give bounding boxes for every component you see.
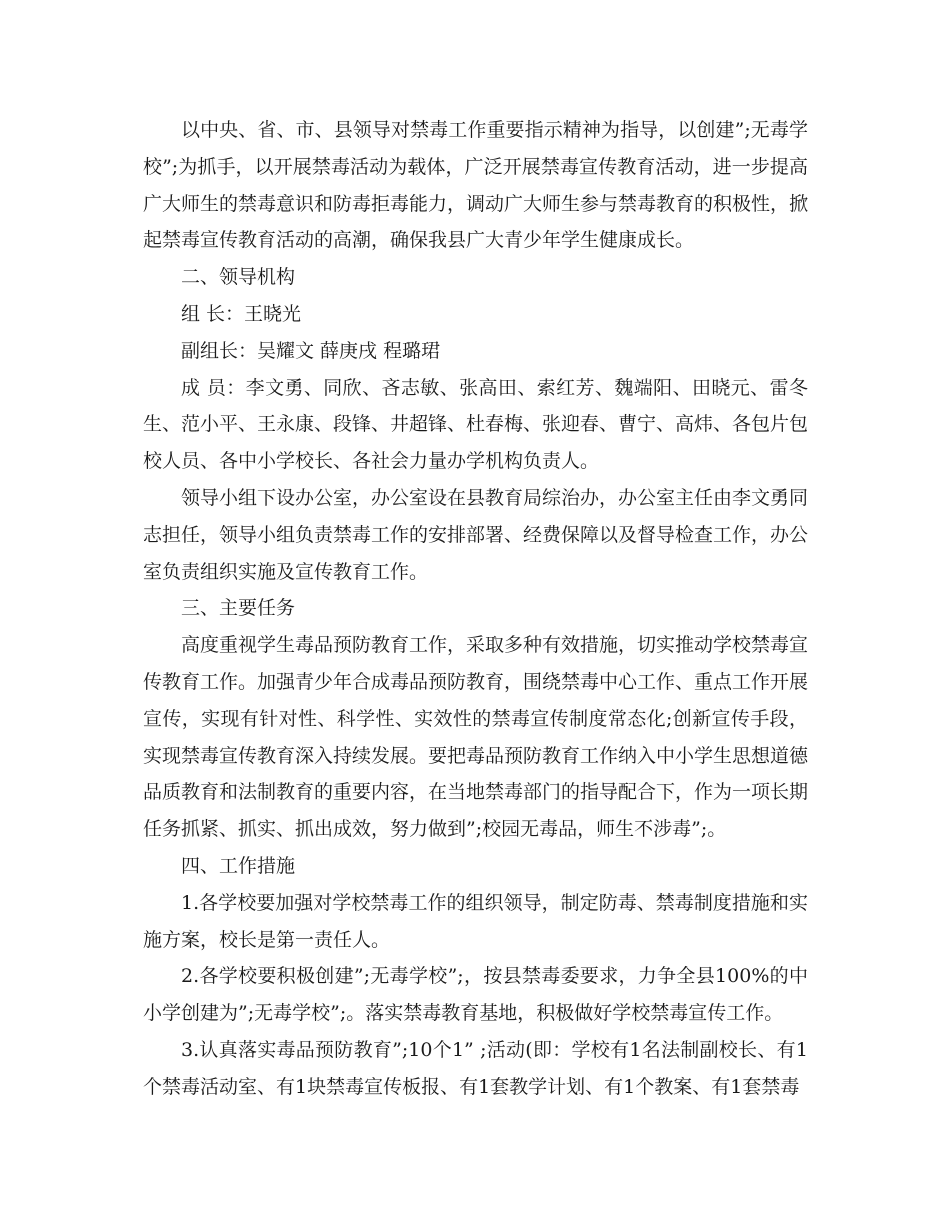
tasks-paragraph: 高度重视学生毒品预防教育工作，采取多种有效措施，切实推动学校禁毒宣传教育工作。加强青少年合成毒品预防教育，围绕禁毒中心工作、重点工作开展宣传，实现有针对性、科学性、实效性的禁毒宣传制度常态化;创新宣传手段，实现禁毒宣传教育深入持续发展。要把毒品预防教育工作纳入中小学生思想道德品质教育和法制教育的重要内容，在当地禁毒部门的指导配合下，作为一项长期任务抓紧、抓实、抓出成效，努力做到”;校园无毒品，师生不涉毒”;。 (143, 634, 809, 841)
measure-item-1: 1.各学校要加强对学校禁毒工作的组织领导，制定防毒、禁毒制度措施和实施方案，校长是第一责任人。 (143, 891, 808, 951)
office-paragraph: 领导小组下设办公室，办公室设在县教育局综治办，办公室主任由李文勇同志担任，领导小组负责禁毒工作的安排部署、经费保障以及督导检查工作，办公室负责组织实施及宣传教育工作。 (143, 486, 809, 583)
deputy-leader-line: 副组长：吴耀文 薛庚戌 程璐珺 (181, 339, 441, 362)
intro-paragraph: 以中央、省、市、县领导对禁毒工作重要指示精神为指导，以创建”;无毒学校”;为抓手，以开展禁毒活动为载体，广泛开展禁毒宣传教育活动，进一步提高广大师生的禁毒意识和防毒拒毒能力，调动广大师生参与禁毒教育的积极性，掀起禁毒宣传教育活动的高潮，确保我县广大青少年学生健康成长。 (143, 119, 809, 252)
members-paragraph: 成 员：李文勇、同欣、吝志敏、张高田、索红芳、魏端阳、田晓元、雷冬生、范小平、王永康、段锋、井超锋、杜春梅、张迎春、曹宁、高炜、各包片包校人员、各中小学校长、各社会力量办学机构负责人。 (143, 376, 809, 473)
document-body (143, 112, 808, 1106)
measure-item-2: 2.各学校要积极创建”;无毒学校”;，按县禁毒委要求，力争全县100%的中小学创建为”;无毒学校”;。落实禁毒教育基地，积极做好学校禁毒宣传工作。 (143, 965, 808, 1025)
group-leader-line: 组 长：王晓光 (181, 302, 302, 325)
section-heading-leadership: 二、领导机构 (181, 266, 296, 289)
section-heading-measures: 四、工作措施 (181, 854, 296, 877)
section-heading-tasks: 三、主要任务 (181, 597, 296, 620)
measure-item-3: 3.认真落实毒品预防教育”;10个1” ;活动(即：学校有1名法制副校长、有1个禁毒活动室、有1块禁毒宣传板报、有1套教学计划、有1个教案、有1套禁毒 (143, 1038, 808, 1098)
